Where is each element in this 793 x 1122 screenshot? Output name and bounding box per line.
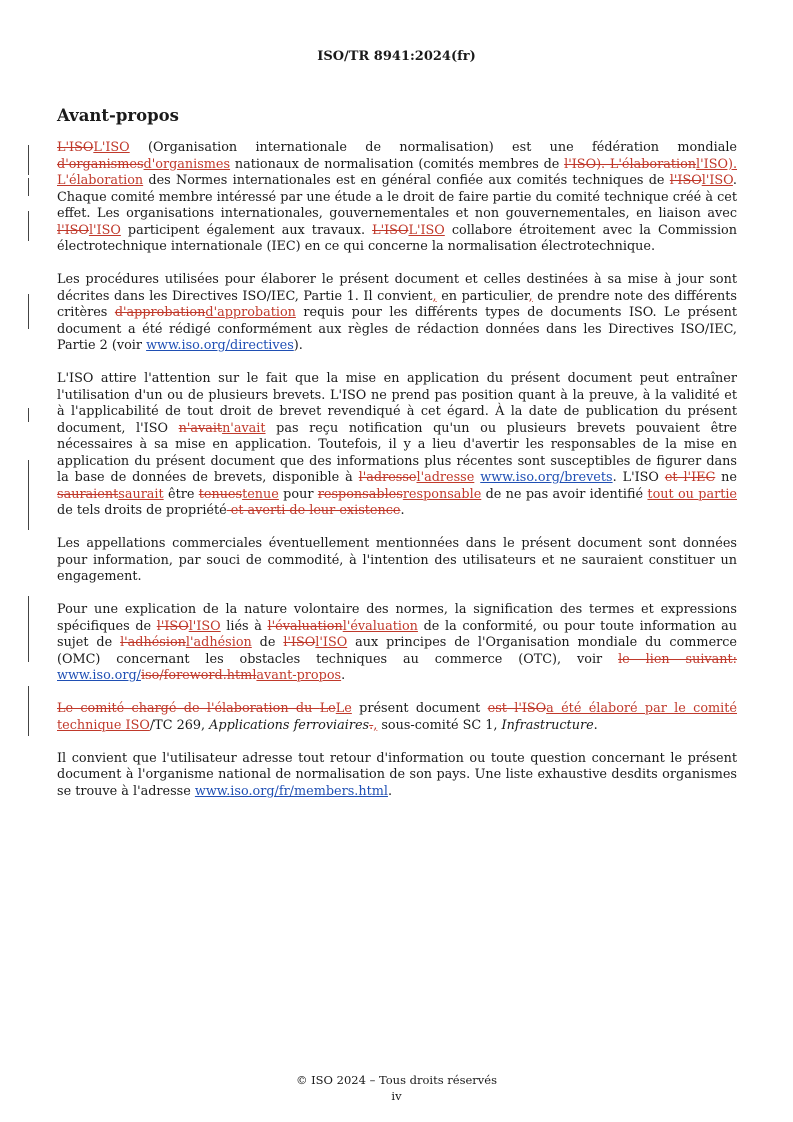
- deleted-text: d'approbation: [114, 305, 206, 320]
- deleted-text: l'ISO: [57, 222, 89, 238]
- inserted-text: l'ISO: [88, 222, 121, 238]
- hyperlink[interactable]: www.iso.org/brevets: [480, 470, 613, 485]
- text-run: de la conformité, ou pour toute information au sujet de: [57, 618, 737, 650]
- text-run: pour: [278, 486, 318, 502]
- deleted-text: l'ISO). L'élaboration: [564, 156, 697, 172]
- text-run: .: [593, 717, 598, 733]
- change-bar: [28, 178, 29, 196]
- paragraph-committee: [57, 701, 737, 734]
- inserted-text: l'adresse: [416, 470, 475, 485]
- page-footer: [0, 1072, 793, 1104]
- text-run: .: [400, 503, 405, 518]
- text-run: ne: [715, 470, 737, 485]
- hyperlink[interactable]: www.iso.org/: [57, 668, 141, 683]
- inserted-text: L'ISO: [93, 140, 130, 155]
- deleted-text: l'ISO: [156, 618, 189, 634]
- text-run: aux principes de l'Organisation mondiale du commerce (OMC) concernant les obstacles techniques au commerce (OTC), voir: [57, 635, 737, 667]
- change-bar: [28, 211, 29, 241]
- hyperlink[interactable]: www.iso.org/directives: [146, 338, 294, 353]
- paragraph-intro: [57, 140, 737, 256]
- page-number: iv: [391, 1089, 402, 1103]
- text-run: Les procédures utilisées pour élaborer le présent document et celles destinées à sa mise à jour sont décrites dans les Directives ISO/IEC, Partie 1. Il convient: [57, 272, 737, 304]
- inserted-text: tenue: [242, 486, 279, 502]
- deleted-text: est l'ISO: [487, 701, 547, 716]
- text-run: présent document: [351, 701, 488, 716]
- change-bar: [28, 294, 29, 329]
- text-run: . Chaque comité membre intéressé par une étude a le droit de faire partie du comité technique créé à cet effet. Les organisations internationales, gouvernementales et non gouvernementales, en liaison avec: [57, 173, 737, 221]
- change-bar: [28, 686, 29, 736]
- text-run: des Normes internationales est en général confiée aux comités techniques de: [143, 173, 670, 188]
- deleted-text: n'avait: [178, 420, 223, 436]
- change-bar: [28, 460, 29, 530]
- document-header: ISO/TR 8941:2024(fr): [317, 49, 476, 64]
- deleted-text: et averti de leur existence: [226, 503, 401, 518]
- text-run: requis pour les différents types de documents ISO. Le présent document a été rédigé conformément aux règles de rédaction données dans les Directives ISO/IEC, Partie 2 (voir: [57, 305, 737, 353]
- text-run: .: [341, 668, 346, 683]
- text-run: nationaux de normalisation (comités membres de: [230, 156, 565, 172]
- inserted-text: d'organismes: [143, 156, 231, 172]
- section-title: Avant-propos: [57, 106, 179, 125]
- inserted-text: avant-propos: [256, 668, 342, 683]
- inserted-text: L'ISO: [408, 222, 445, 238]
- text-run: en particulier: [436, 288, 529, 304]
- text-run: de prendre note des différents critères: [57, 288, 737, 320]
- deleted-text: l'ISO: [283, 635, 316, 650]
- deleted-text: tenues: [198, 486, 243, 502]
- paragraph-patents: [57, 371, 737, 520]
- text-run: pas reçu notification qu'un ou plusieurs brevets pouvaient être nécessaires à sa mise en application. Toutefois, il y a lieu d'avertir les responsables de la mise en application du présent document que des informations plus récentes sont susceptibles de figurer dans la base de données de brevets, disponible à: [57, 420, 737, 485]
- hyperlink[interactable]: www.iso.org/fr/members.html: [194, 783, 388, 799]
- inserted-text: ,: [373, 717, 378, 733]
- text-run: Les appellations commerciales éventuellement mentionnées dans le présent document sont données pour information, par souci de commodité, à l'intention des utilisateurs et ne sauraient constituer un engagement.: [57, 536, 737, 584]
- inserted-text: l'évaluation: [342, 618, 418, 634]
- deleted-text: iso/foreword.html: [140, 668, 257, 683]
- deleted-text: l'adhésion: [120, 635, 186, 650]
- deleted-text: L'ISO: [372, 222, 409, 238]
- italic-text: Applications ferroviaires: [209, 717, 370, 733]
- inserted-text: a été élaboré par le comité technique ISO: [57, 701, 737, 733]
- text-run: Pour une explication de la nature volontaire des normes, la signification des termes et expressions spécifiques de: [57, 602, 737, 634]
- text-run: . L'ISO: [612, 470, 665, 485]
- inserted-text: responsable: [402, 486, 482, 502]
- inserted-text: Le: [335, 701, 352, 716]
- text-run: ).: [293, 338, 303, 353]
- deleted-text: .: [369, 717, 374, 733]
- text-run: de: [251, 635, 284, 650]
- text-run: collabore étroitement avec la Commission électrotechnique internationale (IEC) en ce qui concerne la normalisation électrotechnique.: [57, 222, 737, 254]
- inserted-text: n'avait: [222, 420, 266, 436]
- paragraph-procedures: [57, 272, 737, 355]
- inserted-text: saurait: [118, 486, 164, 502]
- inserted-text: l'adhésion: [185, 635, 252, 650]
- paragraph-feedback: [57, 751, 737, 801]
- document-body: [57, 140, 737, 817]
- deleted-text: sauraient: [57, 486, 119, 502]
- deleted-text: Le: [319, 701, 336, 716]
- deleted-text: l'adresse: [358, 470, 417, 485]
- change-bar: [28, 408, 29, 422]
- inserted-text: tout ou partie: [647, 486, 737, 502]
- deleted-text: et l'IEC: [664, 470, 716, 485]
- text-run: de tels droits de propriété: [57, 503, 227, 518]
- text-run: .: [387, 783, 393, 799]
- change-bar: [28, 145, 29, 175]
- text-run: /TC 269,: [149, 717, 210, 733]
- text-run: (Organisation internationale de normalisation) est une fédération mondiale: [129, 140, 737, 155]
- deleted-text: le lien suivant:: [618, 651, 737, 667]
- copyright-notice: © ISO 2024 – Tous droits réservés: [295, 1073, 497, 1087]
- inserted-text: l'ISO). L'élaboration: [57, 156, 738, 188]
- paragraph-trade-names: [57, 536, 737, 586]
- inserted-text: d'approbation: [205, 305, 296, 320]
- text-run: être: [163, 486, 199, 502]
- change-bar: [28, 596, 29, 662]
- text-run: liés à: [220, 618, 268, 634]
- text-run: de ne pas avoir identifié: [481, 486, 648, 502]
- text-run: participent également aux travaux.: [120, 222, 373, 238]
- deleted-text: l'évaluation: [267, 618, 343, 634]
- inserted-text: l'ISO: [701, 173, 733, 188]
- inserted-text: l'ISO: [188, 618, 221, 634]
- paragraph-voluntary-nature: [57, 602, 737, 685]
- deleted-text: responsables: [317, 486, 403, 502]
- deleted-text: d'organismes: [57, 156, 144, 172]
- text-run: Il convient que l'utilisateur adresse tout retour d'information ou toute question concernant le présent document à l'organisme national de normalisation de son pays. Une liste exhaustive desdits organismes se trouve à l'adresse: [57, 750, 737, 799]
- deleted-text: L'ISO: [57, 140, 94, 155]
- inserted-text: ,: [432, 288, 437, 304]
- inserted-text: ,: [528, 288, 533, 304]
- inserted-text: l'ISO: [315, 635, 348, 650]
- deleted-text: l'ISO: [669, 173, 702, 188]
- italic-text: Infrastructure: [501, 717, 594, 733]
- text-run: L'ISO attire l'attention sur le fait que la mise en application du présent document peut entraîner l'utilisation d'un ou de plusieurs brevets. L'ISO ne prend pas position quant à la preuve, à la validité et à l'applicabilité de tout droit de brevet revendiqué à cet égard. À la date de publication du présent document, l'ISO: [57, 371, 737, 436]
- text-run: sous-comité SC 1,: [377, 717, 502, 733]
- deleted-text: Le comité chargé de l'élaboration du: [57, 701, 320, 716]
